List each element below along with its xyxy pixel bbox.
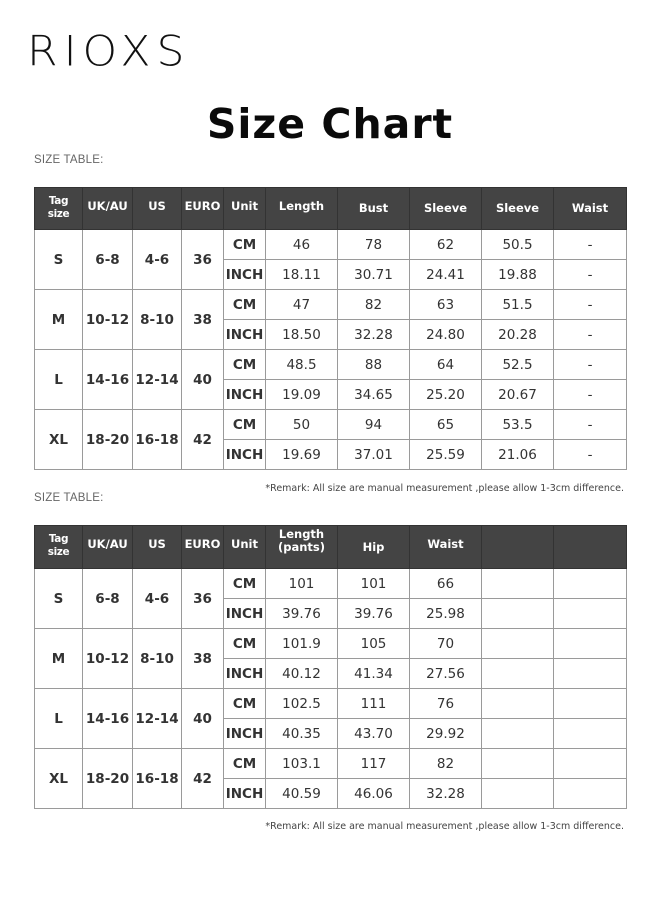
measurement-cell: 102.5 — [266, 689, 338, 719]
unit-cell: CM — [224, 629, 266, 659]
measurement-cell: 40.35 — [266, 719, 338, 749]
measurement-cell: - — [554, 440, 627, 470]
uk-au-cell: 10-12 — [83, 290, 133, 350]
measurement-cell: 50 — [266, 410, 338, 440]
measurement-cell: 64 — [410, 350, 482, 380]
euro-cell: 40 — [182, 689, 224, 749]
uk-au-cell: 18-20 — [83, 410, 133, 470]
measurement-cell: 21.06 — [482, 440, 554, 470]
measurement-cell: 66 — [410, 569, 482, 599]
measurement-cell — [482, 629, 554, 659]
uk-au-cell: 18-20 — [83, 749, 133, 809]
us-cell: 16-18 — [133, 749, 182, 809]
euro-cell: 38 — [182, 290, 224, 350]
measurement-cell: 63 — [410, 290, 482, 320]
measurement-cell: 82 — [410, 749, 482, 779]
measurement-cell: 62 — [410, 230, 482, 260]
measurement-cell: 24.80 — [410, 320, 482, 350]
measurement-cell — [554, 689, 627, 719]
measurement-cell: 29.92 — [410, 719, 482, 749]
tag-size-cell: M — [35, 629, 83, 689]
measurement-cell: 48.5 — [266, 350, 338, 380]
measurement-cell: 19.09 — [266, 380, 338, 410]
size-table-bottoms — [34, 525, 627, 809]
page-title: Size Chart — [206, 100, 454, 148]
uk-au-cell: 6-8 — [83, 569, 133, 629]
tag-size-cell: L — [35, 350, 83, 410]
measurement-cell: - — [554, 380, 627, 410]
measurement-cell — [554, 749, 627, 779]
us-cell: 12-14 — [133, 689, 182, 749]
measurement-cell: 46 — [266, 230, 338, 260]
header-unit: Unit — [224, 188, 266, 230]
measurement-cell: 105 — [338, 629, 410, 659]
unit-cell: INCH — [224, 320, 266, 350]
header-tag-size: Tag size — [35, 526, 83, 569]
section-label-tops: SIZE TABLE: — [34, 154, 104, 166]
header-length-line2: (pants) — [277, 540, 326, 554]
measurement-cell — [554, 779, 627, 809]
unit-cell: CM — [224, 689, 266, 719]
unit-cell: CM — [224, 290, 266, 320]
euro-cell: 40 — [182, 350, 224, 410]
measurement-cell: 40.12 — [266, 659, 338, 689]
measurement-cell: 94 — [338, 410, 410, 440]
header-euro: EURO — [182, 188, 224, 230]
measurement-cell: 34.65 — [338, 380, 410, 410]
header-empty-2 — [554, 526, 627, 569]
header-waist: Waist — [554, 188, 627, 230]
header-tag-size: Tag size — [35, 188, 83, 230]
us-cell: 8-10 — [133, 290, 182, 350]
header-euro: EURO — [182, 526, 224, 569]
header-unit: Unit — [224, 526, 266, 569]
remark-note-tops: *Remark: All size are manual measurement ,please allow 1-3cm difference. — [265, 483, 624, 494]
measurement-cell: 65 — [410, 410, 482, 440]
measurement-cell: - — [554, 290, 627, 320]
measurement-cell: - — [554, 320, 627, 350]
tag-size-cell: S — [35, 230, 83, 290]
table-body — [35, 569, 627, 809]
table-row-s-cm — [35, 569, 627, 599]
table-row-s-cm — [35, 230, 627, 260]
unit-cell: INCH — [224, 719, 266, 749]
measurement-cell: 101.9 — [266, 629, 338, 659]
us-cell: 4-6 — [133, 569, 182, 629]
measurement-cell: 32.28 — [338, 320, 410, 350]
measurement-cell — [482, 569, 554, 599]
measurement-cell: 76 — [410, 689, 482, 719]
uk-au-cell: 10-12 — [83, 629, 133, 689]
measurement-cell: 39.76 — [266, 599, 338, 629]
euro-cell: 38 — [182, 629, 224, 689]
measurement-cell: 88 — [338, 350, 410, 380]
table-row-m-cm — [35, 629, 627, 659]
table-header-row — [35, 188, 627, 230]
measurement-cell — [482, 659, 554, 689]
unit-cell: CM — [224, 749, 266, 779]
measurement-cell: 82 — [338, 290, 410, 320]
measurement-cell — [554, 629, 627, 659]
measurement-cell — [482, 779, 554, 809]
tag-size-cell: L — [35, 689, 83, 749]
tag-size-cell: M — [35, 290, 83, 350]
measurement-cell: 37.01 — [338, 440, 410, 470]
uk-au-cell: 6-8 — [83, 230, 133, 290]
measurement-cell: - — [554, 350, 627, 380]
unit-cell: INCH — [224, 380, 266, 410]
unit-cell: INCH — [224, 779, 266, 809]
measurement-cell: 101 — [266, 569, 338, 599]
measurement-cell: 41.34 — [338, 659, 410, 689]
measurement-cell: 46.06 — [338, 779, 410, 809]
unit-cell: INCH — [224, 599, 266, 629]
brand-logo: RIOXS — [27, 27, 191, 76]
measurement-cell: 18.50 — [266, 320, 338, 350]
measurement-cell: 40.59 — [266, 779, 338, 809]
measurement-cell — [482, 689, 554, 719]
measurement-cell: 78 — [338, 230, 410, 260]
header-waist: Waist — [410, 526, 482, 569]
measurement-cell: 27.56 — [410, 659, 482, 689]
euro-cell: 36 — [182, 230, 224, 290]
unit-cell: CM — [224, 569, 266, 599]
measurement-cell: - — [554, 410, 627, 440]
measurement-cell: 70 — [410, 629, 482, 659]
measurement-cell: 30.71 — [338, 260, 410, 290]
header-length: Length — [266, 188, 338, 230]
measurement-cell — [482, 749, 554, 779]
header-length-line1: Length — [278, 527, 325, 541]
table-row-xl-cm — [35, 749, 627, 779]
header-length-pants — [266, 526, 338, 569]
measurement-cell: 19.69 — [266, 440, 338, 470]
measurement-cell — [554, 659, 627, 689]
section-label-bottoms: SIZE TABLE: — [34, 492, 104, 504]
measurement-cell: 18.11 — [266, 260, 338, 290]
measurement-cell: 117 — [338, 749, 410, 779]
uk-au-cell: 14-16 — [83, 350, 133, 410]
measurement-cell: 50.5 — [482, 230, 554, 260]
table-row-l-cm — [35, 350, 627, 380]
measurement-cell: 39.76 — [338, 599, 410, 629]
unit-cell: INCH — [224, 440, 266, 470]
measurement-cell: - — [554, 260, 627, 290]
measurement-cell: 25.20 — [410, 380, 482, 410]
measurement-cell — [554, 569, 627, 599]
euro-cell: 36 — [182, 569, 224, 629]
measurement-cell: 24.41 — [410, 260, 482, 290]
header-us: US — [133, 526, 182, 569]
tag-size-cell: XL — [35, 749, 83, 809]
table-row-l-cm — [35, 689, 627, 719]
table-header-row — [35, 526, 627, 569]
measurement-cell — [482, 599, 554, 629]
remark-note-bottoms: *Remark: All size are manual measurement ,please allow 1-3cm difference. — [265, 821, 624, 832]
tag-size-cell: S — [35, 569, 83, 629]
euro-cell: 42 — [182, 410, 224, 470]
measurement-cell — [482, 719, 554, 749]
unit-cell: INCH — [224, 260, 266, 290]
unit-cell: CM — [224, 230, 266, 260]
measurement-cell: 20.28 — [482, 320, 554, 350]
measurement-cell: 19.88 — [482, 260, 554, 290]
us-cell: 8-10 — [133, 629, 182, 689]
header-hip: Hip — [338, 526, 410, 569]
measurement-cell: 47 — [266, 290, 338, 320]
measurement-cell: 25.59 — [410, 440, 482, 470]
measurement-cell: 101 — [338, 569, 410, 599]
table-row-xl-cm — [35, 410, 627, 440]
measurement-cell: 51.5 — [482, 290, 554, 320]
measurement-cell: 20.67 — [482, 380, 554, 410]
measurement-cell: 111 — [338, 689, 410, 719]
measurement-cell — [554, 719, 627, 749]
header-uk-au: UK/AU — [83, 526, 133, 569]
us-cell: 4-6 — [133, 230, 182, 290]
measurement-cell: 43.70 — [338, 719, 410, 749]
measurement-cell: 32.28 — [410, 779, 482, 809]
measurement-cell: - — [554, 230, 627, 260]
header-uk-au: UK/AU — [83, 188, 133, 230]
tag-size-cell: XL — [35, 410, 83, 470]
header-bust: Bust — [338, 188, 410, 230]
unit-cell: INCH — [224, 659, 266, 689]
measurement-cell: 52.5 — [482, 350, 554, 380]
header-empty-1 — [482, 526, 554, 569]
table-body — [35, 230, 627, 470]
size-table-tops — [34, 187, 627, 470]
unit-cell: CM — [224, 350, 266, 380]
measurement-cell: 53.5 — [482, 410, 554, 440]
euro-cell: 42 — [182, 749, 224, 809]
header-us: US — [133, 188, 182, 230]
header-sleeve-1: Sleeve — [410, 188, 482, 230]
measurement-cell: 103.1 — [266, 749, 338, 779]
header-sleeve-2: Sleeve — [482, 188, 554, 230]
uk-au-cell: 14-16 — [83, 689, 133, 749]
measurement-cell — [554, 599, 627, 629]
us-cell: 16-18 — [133, 410, 182, 470]
unit-cell: CM — [224, 410, 266, 440]
us-cell: 12-14 — [133, 350, 182, 410]
measurement-cell: 25.98 — [410, 599, 482, 629]
table-row-m-cm — [35, 290, 627, 320]
